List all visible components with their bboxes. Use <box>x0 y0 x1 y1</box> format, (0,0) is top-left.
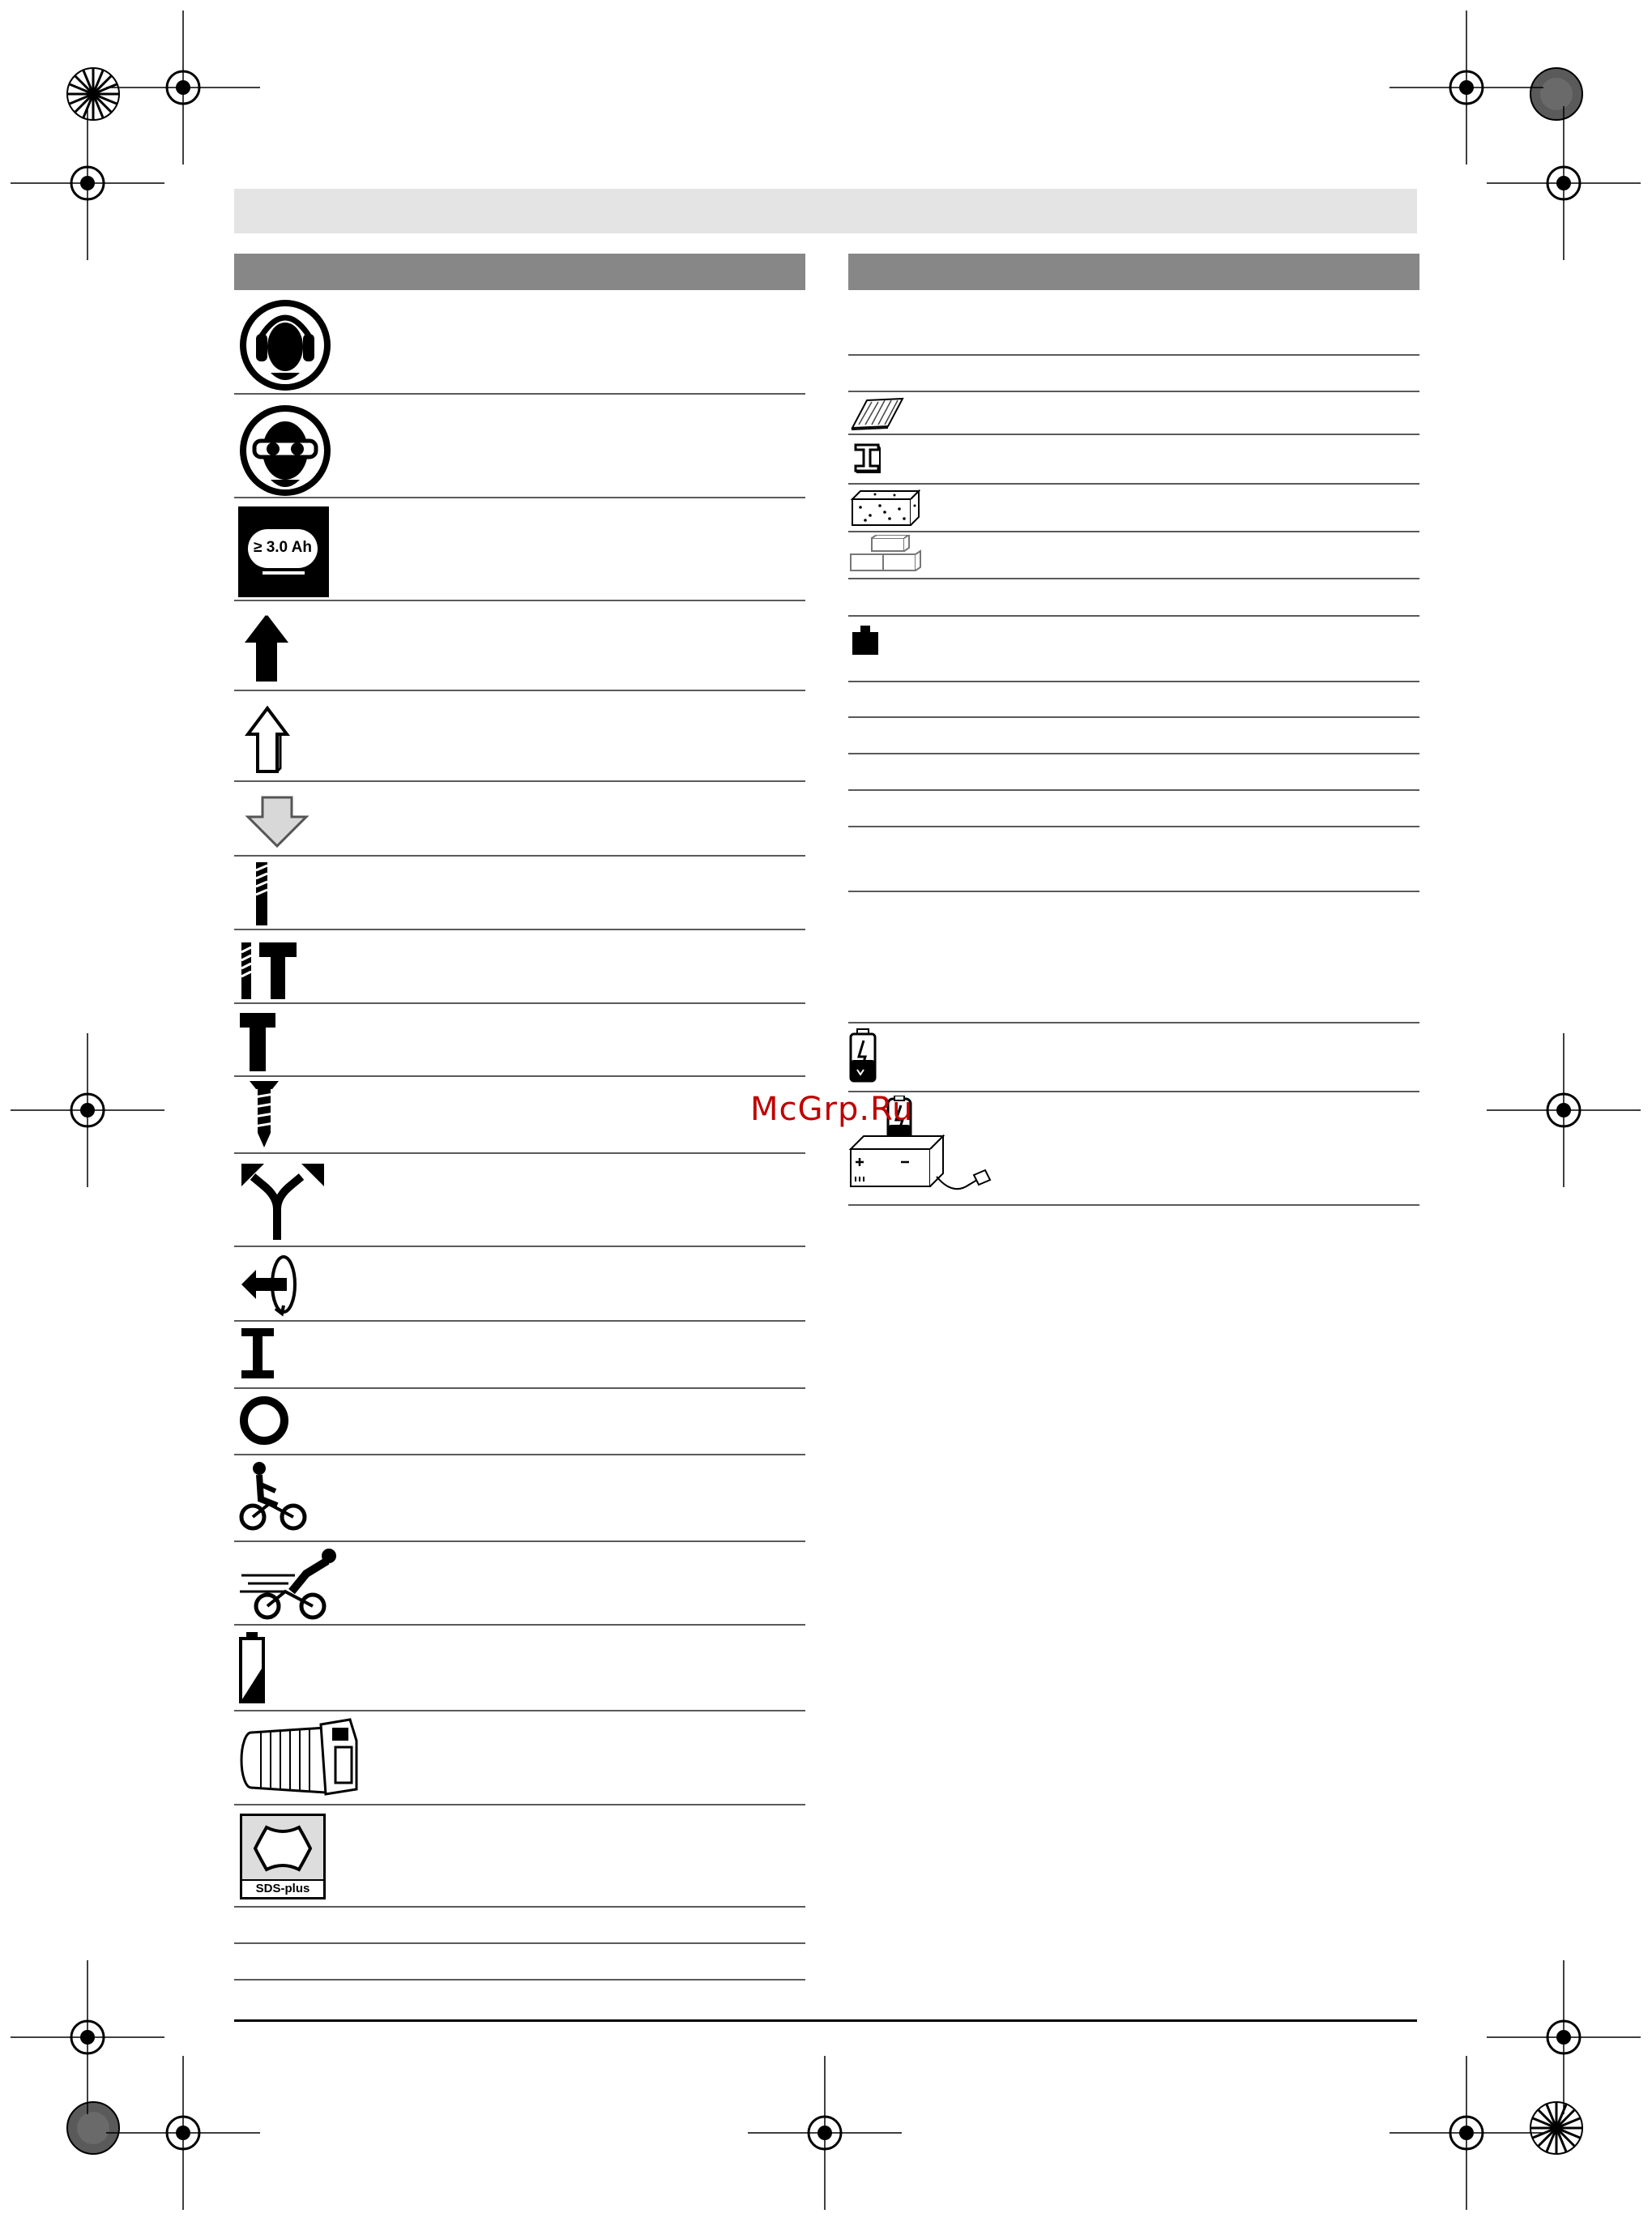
sds-plus-label: SDS-plus <box>242 1879 323 1897</box>
watermark-text: McGrp.Ru <box>750 1091 914 1128</box>
battery-capacity-label: ≥ 3.0 Ah <box>253 539 313 556</box>
